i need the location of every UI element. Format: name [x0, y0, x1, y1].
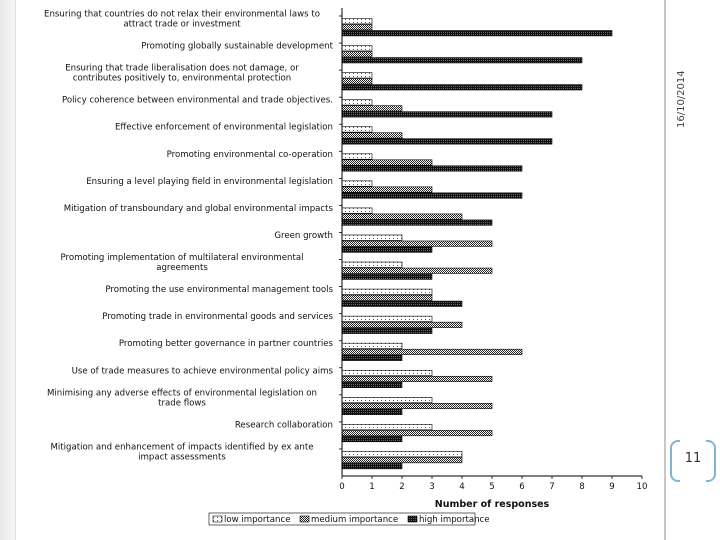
date-text: 16/10/2014 [676, 70, 687, 128]
bar-dark-11 [342, 301, 462, 306]
bar-dots-9 [342, 235, 402, 240]
bar-dots-7 [342, 181, 372, 186]
bar-dots-4 [342, 100, 372, 105]
bar-checker-12 [342, 322, 462, 327]
bar-checker-4 [342, 106, 402, 111]
x-tick-label: 4 [459, 482, 465, 492]
legend-swatch-dots [213, 516, 222, 522]
category-label: Ensuring that trade liberalisation does not damage, or [65, 63, 299, 74]
legend-label: medium importance [311, 515, 399, 525]
slide-date [676, 40, 696, 130]
bar-dark-15 [342, 409, 402, 414]
bar-dark-17 [342, 463, 402, 468]
bar-checker-10 [342, 268, 492, 273]
bar-dark-10 [342, 274, 432, 279]
bar-dots-13 [342, 343, 402, 348]
category-label: trade flows [158, 398, 206, 409]
bar-checker-3 [342, 79, 372, 84]
category-label: Research collaboration [234, 420, 333, 431]
bar-dark-13 [342, 355, 402, 360]
bar-checker-9 [342, 241, 492, 246]
bar-dots-17 [342, 451, 462, 456]
bar-dots-3 [342, 73, 372, 78]
bar-checker-8 [342, 214, 462, 219]
category-label: Green growth [274, 230, 333, 241]
bar-dots-12 [342, 316, 432, 321]
category-label: Promoting trade in environmental goods and services [102, 312, 333, 323]
bar-checker-5 [342, 133, 402, 138]
bar-checker-11 [342, 295, 432, 300]
bar-dark-14 [342, 382, 402, 387]
legend-swatch-checker [300, 516, 309, 522]
bar-dots-14 [342, 370, 432, 375]
category-label: Promoting better governance in partner countries [118, 339, 333, 350]
slide-left-edge [0, 0, 16, 540]
bar-dark-5 [342, 139, 552, 144]
category-label: Use of trade measures to achieve environmental policy aims [71, 366, 333, 377]
page-number: 11 [684, 451, 702, 466]
category-label: Mitigation and enhancement of impacts identified by ex ante [50, 442, 314, 453]
bars-layer [342, 19, 612, 469]
category-label: Effective enforcement of environmental legislation [114, 122, 333, 133]
bar-checker-7 [342, 187, 432, 192]
bar-checker-6 [342, 160, 432, 165]
category-labels [44, 10, 334, 463]
bar-checker-16 [342, 430, 492, 435]
bar-dots-1 [342, 19, 372, 24]
bar-checker-14 [342, 376, 492, 381]
bar-checker-17 [342, 457, 462, 462]
category-label: contributes positively to, environmental protection [72, 73, 292, 84]
category-label: Promoting globally sustainable development [141, 41, 333, 52]
bar-dark-16 [342, 436, 402, 441]
category-label: Minimising any adverse effects of environmental legislation on [46, 388, 318, 399]
x-tick-label: 5 [489, 482, 495, 492]
bar-dots-10 [342, 262, 402, 267]
category-label: attract trade or investment [123, 19, 241, 30]
category-label: Policy coherence between environmental and trade objectives. [62, 95, 333, 106]
bar-dots-6 [342, 154, 372, 159]
category-label: Promoting environmental co-operation [166, 149, 333, 160]
bar-dots-11 [342, 289, 432, 294]
slide-right-divider [664, 0, 666, 540]
bar-dark-3 [342, 85, 582, 90]
bar-dots-8 [342, 208, 372, 213]
x-tick-label: 6 [519, 482, 525, 492]
importance-bar-chart [16, 0, 656, 540]
bar-dots-5 [342, 127, 372, 132]
x-tick-label: 2 [399, 482, 405, 492]
bar-checker-15 [342, 403, 492, 408]
bar-dots-15 [342, 397, 432, 402]
x-tick-label: 7 [549, 482, 555, 492]
bar-checker-13 [342, 349, 522, 354]
bar-dark-7 [342, 193, 522, 198]
bar-dark-4 [342, 112, 552, 117]
bar-dots-16 [342, 424, 432, 429]
bar-dark-2 [342, 58, 582, 63]
x-tick-label: 3 [429, 482, 435, 492]
x-tick-label: 8 [579, 482, 585, 492]
category-label: Mitigation of transboundary and global environmental impacts [63, 203, 333, 214]
bar-dark-9 [342, 247, 432, 252]
page-number-badge [670, 440, 716, 480]
legend-label: high importance [419, 515, 490, 525]
bar-checker-1 [342, 25, 372, 30]
legend-label: low importance [224, 515, 291, 525]
bar-dark-8 [342, 220, 492, 225]
category-label: agreements [156, 263, 208, 274]
legend [209, 513, 490, 525]
bar-dark-12 [342, 328, 432, 333]
category-label: Ensuring a level playing field in environmental legislation [86, 176, 333, 187]
x-tick-label: 1 [369, 482, 375, 492]
category-label: Promoting implementation of multilateral environmental [60, 253, 304, 264]
x-tick-label: 9 [609, 482, 615, 492]
category-label: Promoting the use environmental management tools [105, 285, 333, 296]
category-label: impact assessments [138, 452, 226, 463]
bar-dots-2 [342, 46, 372, 51]
bar-checker-2 [342, 52, 372, 57]
x-axis-title: Number of responses [434, 499, 550, 510]
x-tick-label: 0 [339, 482, 345, 492]
category-label: Ensuring that countries do not relax their environmental laws to [44, 9, 320, 20]
legend-swatch-dark [408, 516, 417, 522]
bar-dark-1 [342, 31, 612, 36]
bar-dark-6 [342, 166, 522, 171]
x-tick-label: 10 [636, 482, 648, 492]
